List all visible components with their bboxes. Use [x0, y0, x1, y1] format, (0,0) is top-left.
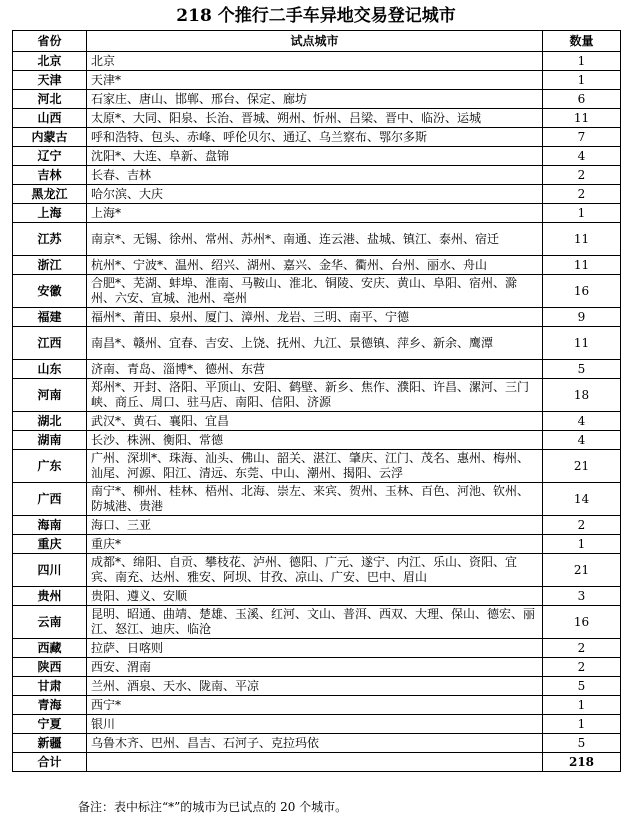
cities-cell: 广州、深圳*、珠海、汕头、佛山、韶关、湛江、肇庆、江门、茂名、惠州、梅州、汕尾、河源、阳江、清远、东莞、中山、潮州、揭阳、云浮 — [87, 450, 543, 483]
count-cell: 2 — [543, 166, 621, 185]
header-count: 数量 — [543, 31, 621, 52]
table-row — [13, 606, 621, 639]
province-cell: 海南 — [13, 516, 87, 535]
count-cell: 2 — [543, 639, 621, 658]
cities-cell: 上海* — [87, 204, 543, 223]
count-cell: 5 — [543, 677, 621, 696]
count-cell: 4 — [543, 147, 621, 166]
count-cell: 2 — [543, 658, 621, 677]
table-title: 218 个推行二手车异地交易登记城市 — [176, 6, 456, 26]
count-cell: 3 — [543, 587, 621, 606]
province-cell: 浙江 — [13, 256, 87, 275]
province-cell: 湖南 — [13, 431, 87, 450]
cities-cell: 南宁*、柳州、桂林、梧州、北海、崇左、来宾、贺州、玉林、百色、河池、钦州、防城港、贵港 — [87, 483, 543, 516]
province-cell: 青海 — [13, 696, 87, 715]
cities-cell: 济南、青岛、淄博*、德州、东营 — [87, 360, 543, 379]
cities-cell: 石家庄、唐山、邯郸、邢台、保定、廊坊 — [87, 90, 543, 109]
cities-cell: 杭州*、宁波*、温州、绍兴、湖州、嘉兴、金华、衢州、台州、丽水、舟山 — [87, 256, 543, 275]
table-row — [13, 535, 621, 554]
count-cell: 4 — [543, 412, 621, 431]
table-row — [13, 147, 621, 166]
count-cell: 21 — [543, 554, 621, 587]
count-cell: 11 — [543, 327, 621, 360]
province-cell: 天津 — [13, 71, 87, 90]
province-cell: 陕西 — [13, 658, 87, 677]
table-row — [13, 185, 621, 204]
count-cell: 18 — [543, 379, 621, 412]
province-cell: 黑龙江 — [13, 185, 87, 204]
count-cell: 16 — [543, 275, 621, 308]
count-cell: 11 — [543, 223, 621, 256]
table-body — [13, 52, 621, 753]
table-row — [13, 639, 621, 658]
province-cell: 宁夏 — [13, 715, 87, 734]
province-cell: 内蒙古 — [13, 128, 87, 147]
count-cell: 14 — [543, 483, 621, 516]
province-cell: 河南 — [13, 379, 87, 412]
table-row — [13, 554, 621, 587]
province-cell: 北京 — [13, 52, 87, 71]
count-cell: 2 — [543, 516, 621, 535]
table-row — [13, 516, 621, 535]
table-row — [13, 379, 621, 412]
total-cities-cell — [87, 753, 543, 772]
cities-cell: 太原*、大同、阳泉、长治、晋城、朔州、忻州、吕梁、晋中、临汾、运城 — [87, 109, 543, 128]
count-cell: 1 — [543, 204, 621, 223]
province-cell: 甘肃 — [13, 677, 87, 696]
count-cell: 5 — [543, 360, 621, 379]
table-row — [13, 677, 621, 696]
count-cell: 16 — [543, 606, 621, 639]
cities-cell: 长沙、株洲、衡阳、常德 — [87, 431, 543, 450]
count-cell: 1 — [543, 715, 621, 734]
table-row — [13, 658, 621, 677]
cities-cell: 拉萨、日喀则 — [87, 639, 543, 658]
table-row — [13, 256, 621, 275]
table-row — [13, 109, 621, 128]
table-row — [13, 90, 621, 109]
count-cell: 1 — [543, 52, 621, 71]
count-cell: 4 — [543, 431, 621, 450]
cities-cell: 西宁* — [87, 696, 543, 715]
province-cell: 广西 — [13, 483, 87, 516]
count-cell: 11 — [543, 109, 621, 128]
province-cell: 云南 — [13, 606, 87, 639]
province-cell: 山东 — [13, 360, 87, 379]
cities-cell: 呼和浩特、包头、赤峰、呼伦贝尔、通辽、乌兰察布、鄂尔多斯 — [87, 128, 543, 147]
cities-cell: 长春、吉林 — [87, 166, 543, 185]
cities-cell: 沈阳*、大连、阜新、盘锦 — [87, 147, 543, 166]
cities-cell: 南京*、无锡、徐州、常州、苏州*、南通、连云港、盐城、镇江、泰州、宿迁 — [87, 223, 543, 256]
table-row — [13, 450, 621, 483]
table-row — [13, 128, 621, 147]
cities-cell: 兰州、酒泉、天水、陇南、平凉 — [87, 677, 543, 696]
table-row — [13, 308, 621, 327]
cities-cell: 郑州*、开封、洛阳、平顶山、安阳、鹤壁、新乡、焦作、濮阳、许昌、漯河、三门峡、商丘、周口、驻马店、南阳、信阳、济源 — [87, 379, 543, 412]
province-cell: 贵州 — [13, 587, 87, 606]
count-cell: 1 — [543, 71, 621, 90]
table-row — [13, 483, 621, 516]
province-cell: 重庆 — [13, 535, 87, 554]
count-cell: 6 — [543, 90, 621, 109]
footnote: 备注：表中标注“*”的城市为已试点的 20 个城市。 — [78, 800, 348, 814]
total-label: 合计 — [13, 753, 87, 772]
header-province: 省份 — [13, 31, 87, 52]
province-cell: 江西 — [13, 327, 87, 360]
table-row — [13, 734, 621, 753]
count-cell: 1 — [543, 535, 621, 554]
table-row — [13, 223, 621, 256]
cities-cell: 贵阳、遵义、安顺 — [87, 587, 543, 606]
table-row — [13, 696, 621, 715]
province-cell: 江苏 — [13, 223, 87, 256]
cities-cell: 成都*、绵阳、自贡、攀枝花、泸州、德阳、广元、遂宁、内江、乐山、资阳、宜宾、南充、达州、雅安、阿坝、甘孜、凉山、广安、巴中、眉山 — [87, 554, 543, 587]
table-row — [13, 275, 621, 308]
province-cell: 山西 — [13, 109, 87, 128]
count-cell: 2 — [543, 185, 621, 204]
province-cell: 四川 — [13, 554, 87, 587]
total-count: 218 — [543, 753, 621, 772]
province-cell: 广东 — [13, 450, 87, 483]
province-cell: 上海 — [13, 204, 87, 223]
header-cities: 试点城市 — [87, 31, 543, 52]
table-row — [13, 71, 621, 90]
table-row — [13, 587, 621, 606]
province-cell: 西藏 — [13, 639, 87, 658]
table-row — [13, 204, 621, 223]
cities-cell: 西安、渭南 — [87, 658, 543, 677]
cities-cell: 南昌*、赣州、宜春、吉安、上饶、抚州、九江、景德镇、萍乡、新余、鹰潭 — [87, 327, 543, 360]
count-cell: 7 — [543, 128, 621, 147]
cities-cell: 银川 — [87, 715, 543, 734]
province-cell: 新疆 — [13, 734, 87, 753]
province-cell: 辽宁 — [13, 147, 87, 166]
table-row — [13, 52, 621, 71]
province-cell: 河北 — [13, 90, 87, 109]
province-cell: 吉林 — [13, 166, 87, 185]
cities-cell: 重庆* — [87, 535, 543, 554]
cities-cell: 合肥*、芜湖、蚌埠、淮南、马鞍山、淮北、铜陵、安庆、黄山、阜阳、宿州、滁州、六安、宣城、池州、亳州 — [87, 275, 543, 308]
table-row — [13, 412, 621, 431]
count-cell: 9 — [543, 308, 621, 327]
cities-cell: 天津* — [87, 71, 543, 90]
table-row — [13, 360, 621, 379]
table-row — [13, 327, 621, 360]
province-cell: 湖北 — [13, 412, 87, 431]
table-row — [13, 431, 621, 450]
cities-cell: 武汉*、黄石、襄阳、宜昌 — [87, 412, 543, 431]
cities-cell: 哈尔滨、大庆 — [87, 185, 543, 204]
count-cell: 5 — [543, 734, 621, 753]
total-row — [13, 753, 621, 772]
cities-cell: 北京 — [87, 52, 543, 71]
cities-cell: 福州*、莆田、泉州、厦门、漳州、龙岩、三明、南平、宁德 — [87, 308, 543, 327]
count-cell: 21 — [543, 450, 621, 483]
province-cell: 福建 — [13, 308, 87, 327]
pilot-cities-table — [12, 30, 621, 772]
count-cell: 1 — [543, 696, 621, 715]
cities-cell: 昆明、昭通、曲靖、楚雄、玉溪、红河、文山、普洱、西双、大理、保山、德宏、丽江、怒江、迪庆、临沧 — [87, 606, 543, 639]
province-cell: 安徽 — [13, 275, 87, 308]
cities-cell: 海口、三亚 — [87, 516, 543, 535]
table-row — [13, 166, 621, 185]
header-row — [13, 31, 621, 52]
count-cell: 11 — [543, 256, 621, 275]
table-row — [13, 715, 621, 734]
cities-cell: 乌鲁木齐、巴州、昌吉、石河子、克拉玛依 — [87, 734, 543, 753]
